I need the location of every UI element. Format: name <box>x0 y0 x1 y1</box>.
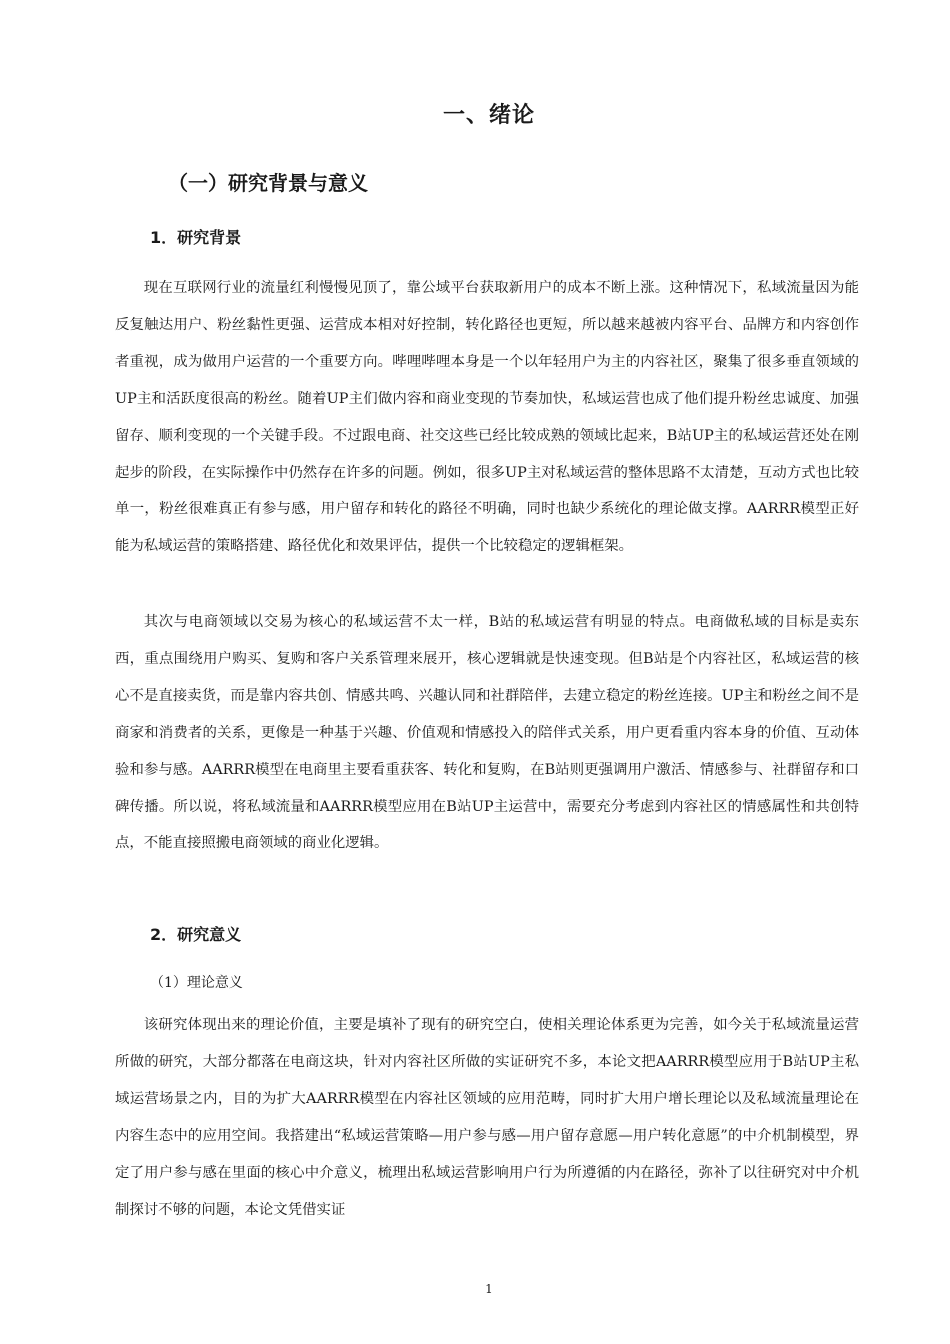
chapter-title: 一、绪论 <box>442 103 535 128</box>
paragraph-background-2: 其次与电商领域以交易为核心的私域运营不太一样，B站的私域运营有明显的特点。电商做私域的目标是卖东西，重点围绕用户购买、复购和客户关系管理来展开，核心逻辑就是快速变现。但B站是个内容社区，私域运营的核心不是直接卖货，而是靠内容共创、情感共鸣、兴趣认同和社群陪伴，去建立稳定的粉丝连接。UP主和粉丝之间不是商家和消费者的关系，更像是一种基于兴趣、价值观和情感投入的陪伴式关系，用户更看重内容本身的价值、互动体验和参与感。AARRR模型在电商里主要看重获客、转化和复购，在B站则更强调用户激活、情感参与、社群留存和口碑传播。所以说，将私域流量和AARRR模型应用在B站UP主运营中，需要充分考虑到内容社区的情感属性和共创特点，不能直接照搬电商领域的商业化逻辑。 <box>115 614 859 852</box>
minor-title-theory: （1）理论意义 <box>150 975 243 991</box>
section-title: （一）研究背景与意义 <box>168 171 368 195</box>
paragraph-background-1: 现在互联网行业的流量红利慢慢见顶了，靠公域平台获取新用户的成本不断上涨。这种情况下，私域流量因为能反复触达用户、粉丝黏性更强、运营成本相对好控制，转化路径也更短，所以越来越被内容平台、品牌方和内容创作者重视，成为做用户运营的一个重要方向。哔哩哔哩本身是一个以年轻用户为主的内容社区，聚集了很多垂直领域的UP主和活跃度很高的粉丝。随着UP主们做内容和商业变现的节奏加快，私域运营也成了他们提升粉丝忠诚度、加强留存、顺利变现的一个关键手段。不过跟电商、社交这些已经比较成熟的领域比起来，B站UP主的私域运营还处在刚起步的阶段，在实际操作中仍然存在许多的问题。例如，很多UP主对私域运营的整体思路不太清楚，互动方式也比较单一，粉丝很难真正有参与感，用户留存和转化的路径不明确，同时也缺少系统化的理论做支撑。AARRR模型正好能为私域运营的策略搭建、路径优化和效果评估，提供一个比较稳定的逻辑框架。 <box>115 280 859 555</box>
subsection-title-significance: 2．研究意义 <box>150 925 242 944</box>
subsection-title-background: 1．研究背景 <box>150 228 242 247</box>
page-number: 1 <box>485 1282 493 1296</box>
paragraph-theory: 该研究体现出来的理论价值，主要是填补了现有的研究空白，使相关理论体系更为完善，如今关于私域流量运营所做的研究，大部分都落在电商这块，针对内容社区所做的实证研究不多，本论文把AARRR模型应用于B站UP主私域运营场景之内，目的为扩大AARRR模型在内容社区领域的应用范畴，同时扩大用户增长理论以及私域流量理论在内容生态中的应用空间。我搭建出“私域运营策略—用户参与感—用户留存意愿—用户转化意愿”的中介机制模型，界定了用户参与感在里面的核心中介意义，梳理出私域运营影响用户行为所遵循的内在路径，弥补了以往研究对中介机制探讨不够的问题，本论文凭借实证 <box>115 1017 859 1218</box>
